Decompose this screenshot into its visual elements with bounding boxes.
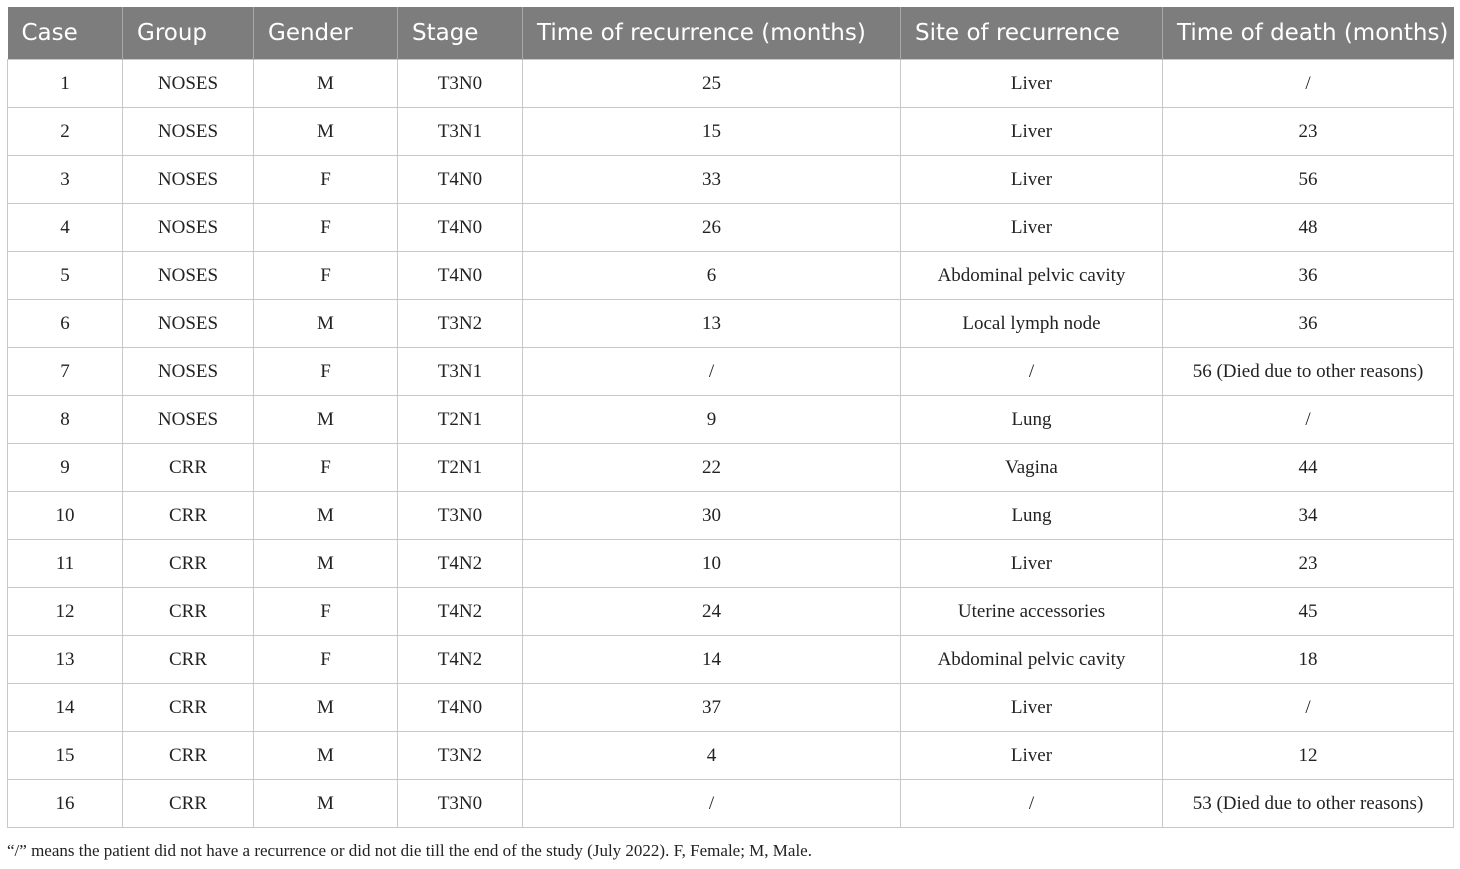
cell-case: 6 <box>8 300 123 348</box>
cell-time-of-recurrence: 25 <box>523 60 901 108</box>
cell-gender: F <box>254 444 398 492</box>
cell-stage: T4N0 <box>398 156 523 204</box>
cell-stage: T4N2 <box>398 540 523 588</box>
cell-gender: M <box>254 300 398 348</box>
cell-site-of-recurrence: Abdominal pelvic cavity <box>901 636 1163 684</box>
cell-site-of-recurrence: Abdominal pelvic cavity <box>901 252 1163 300</box>
cell-group: NOSES <box>123 156 254 204</box>
cell-stage: T3N0 <box>398 492 523 540</box>
table-row <box>8 204 1454 252</box>
cell-group: CRR <box>123 780 254 828</box>
cell-time-of-recurrence: 13 <box>523 300 901 348</box>
cell-group: CRR <box>123 732 254 780</box>
table-row <box>8 348 1454 396</box>
cell-group: NOSES <box>123 348 254 396</box>
cell-case: 4 <box>8 204 123 252</box>
table-row <box>8 108 1454 156</box>
table-row <box>8 492 1454 540</box>
header-stage: Stage <box>398 7 523 60</box>
cell-time-of-recurrence: / <box>523 348 901 396</box>
cell-case: 16 <box>8 780 123 828</box>
cell-stage: T3N0 <box>398 60 523 108</box>
table-row <box>8 780 1454 828</box>
cell-time-of-death: 12 <box>1163 732 1454 780</box>
cell-case: 2 <box>8 108 123 156</box>
cell-case: 8 <box>8 396 123 444</box>
cell-time-of-recurrence: / <box>523 780 901 828</box>
cell-gender: M <box>254 396 398 444</box>
cell-time-of-death: 23 <box>1163 540 1454 588</box>
cell-stage: T3N1 <box>398 348 523 396</box>
cell-time-of-recurrence: 6 <box>523 252 901 300</box>
cell-group: NOSES <box>123 204 254 252</box>
cell-case: 7 <box>8 348 123 396</box>
cell-case: 1 <box>8 60 123 108</box>
cell-case: 11 <box>8 540 123 588</box>
cell-time-of-death: 44 <box>1163 444 1454 492</box>
cell-time-of-death: 56 <box>1163 156 1454 204</box>
table-footnote: “/” means the patient did not have a recurrence or did not die till the end of the study (July 2022). F, Female; M, Male. <box>7 841 812 860</box>
cell-time-of-death: / <box>1163 684 1454 732</box>
table-row <box>8 156 1454 204</box>
header-site-of-recurrence: Site of recurrence <box>901 7 1163 60</box>
cell-gender: F <box>254 252 398 300</box>
cell-site-of-recurrence: Liver <box>901 540 1163 588</box>
cell-time-of-recurrence: 24 <box>523 588 901 636</box>
header-gender: Gender <box>254 7 398 60</box>
table-row <box>8 636 1454 684</box>
table-row <box>8 732 1454 780</box>
cell-gender: M <box>254 780 398 828</box>
cell-site-of-recurrence: Lung <box>901 492 1163 540</box>
cell-case: 12 <box>8 588 123 636</box>
cell-time-of-death: 34 <box>1163 492 1454 540</box>
cell-time-of-death: 45 <box>1163 588 1454 636</box>
table-row <box>8 60 1454 108</box>
cell-site-of-recurrence: Liver <box>901 684 1163 732</box>
cell-time-of-recurrence: 30 <box>523 492 901 540</box>
cell-time-of-recurrence: 4 <box>523 732 901 780</box>
cell-site-of-recurrence: / <box>901 348 1163 396</box>
cell-group: NOSES <box>123 60 254 108</box>
header-row <box>8 7 1454 60</box>
header-group: Group <box>123 7 254 60</box>
cell-time-of-recurrence: 14 <box>523 636 901 684</box>
cell-group: CRR <box>123 684 254 732</box>
cell-group: CRR <box>123 540 254 588</box>
cell-time-of-death: / <box>1163 396 1454 444</box>
cell-stage: T3N1 <box>398 108 523 156</box>
cell-gender: F <box>254 636 398 684</box>
cell-gender: M <box>254 732 398 780</box>
cell-stage: T4N2 <box>398 636 523 684</box>
cell-gender: M <box>254 60 398 108</box>
cell-case: 9 <box>8 444 123 492</box>
cell-stage: T3N2 <box>398 300 523 348</box>
cell-gender: M <box>254 492 398 540</box>
cell-group: NOSES <box>123 252 254 300</box>
cell-gender: M <box>254 540 398 588</box>
cell-group: CRR <box>123 492 254 540</box>
table-row <box>8 396 1454 444</box>
table-row <box>8 444 1454 492</box>
cell-site-of-recurrence: / <box>901 780 1163 828</box>
cell-time-of-death: 48 <box>1163 204 1454 252</box>
cell-time-of-recurrence: 37 <box>523 684 901 732</box>
cell-case: 13 <box>8 636 123 684</box>
cell-stage: T4N0 <box>398 204 523 252</box>
table-row <box>8 540 1454 588</box>
header-case: Case <box>8 7 123 60</box>
cell-group: CRR <box>123 636 254 684</box>
cell-site-of-recurrence: Local lymph node <box>901 300 1163 348</box>
table-row <box>8 684 1454 732</box>
cell-group: CRR <box>123 588 254 636</box>
cell-case: 3 <box>8 156 123 204</box>
cell-time-of-recurrence: 9 <box>523 396 901 444</box>
cell-stage: T4N0 <box>398 684 523 732</box>
cell-time-of-death: 23 <box>1163 108 1454 156</box>
cell-time-of-death: 18 <box>1163 636 1454 684</box>
cell-site-of-recurrence: Liver <box>901 108 1163 156</box>
cell-group: CRR <box>123 444 254 492</box>
cell-time-of-death: / <box>1163 60 1454 108</box>
cell-stage: T4N2 <box>398 588 523 636</box>
recurrence-table <box>7 7 1454 828</box>
cell-group: NOSES <box>123 108 254 156</box>
cell-gender: M <box>254 684 398 732</box>
cell-time-of-death: 56 (Died due to other reasons) <box>1163 348 1454 396</box>
cell-stage: T3N0 <box>398 780 523 828</box>
cell-site-of-recurrence: Liver <box>901 732 1163 780</box>
cell-group: NOSES <box>123 396 254 444</box>
cell-stage: T3N2 <box>398 732 523 780</box>
cell-group: NOSES <box>123 300 254 348</box>
cell-site-of-recurrence: Liver <box>901 204 1163 252</box>
cell-time-of-death: 36 <box>1163 300 1454 348</box>
cell-stage: T2N1 <box>398 396 523 444</box>
cell-gender: F <box>254 588 398 636</box>
recurrence-table-container <box>7 7 1453 828</box>
header-time-of-recurrence: Time of recurrence (months) <box>523 7 901 60</box>
cell-site-of-recurrence: Liver <box>901 60 1163 108</box>
cell-time-of-recurrence: 33 <box>523 156 901 204</box>
cell-site-of-recurrence: Uterine accessories <box>901 588 1163 636</box>
cell-site-of-recurrence: Vagina <box>901 444 1163 492</box>
cell-stage: T4N0 <box>398 252 523 300</box>
cell-case: 14 <box>8 684 123 732</box>
cell-site-of-recurrence: Lung <box>901 396 1163 444</box>
cell-gender: F <box>254 348 398 396</box>
table-row <box>8 252 1454 300</box>
cell-gender: F <box>254 204 398 252</box>
cell-time-of-recurrence: 10 <box>523 540 901 588</box>
header-time-of-death: Time of death (months) <box>1163 7 1454 60</box>
cell-gender: F <box>254 156 398 204</box>
cell-case: 5 <box>8 252 123 300</box>
cell-time-of-recurrence: 22 <box>523 444 901 492</box>
table-row <box>8 588 1454 636</box>
cell-gender: M <box>254 108 398 156</box>
cell-stage: T2N1 <box>398 444 523 492</box>
cell-time-of-recurrence: 15 <box>523 108 901 156</box>
cell-case: 15 <box>8 732 123 780</box>
cell-time-of-death: 36 <box>1163 252 1454 300</box>
cell-time-of-death: 53 (Died due to other reasons) <box>1163 780 1454 828</box>
cell-site-of-recurrence: Liver <box>901 156 1163 204</box>
cell-case: 10 <box>8 492 123 540</box>
cell-time-of-recurrence: 26 <box>523 204 901 252</box>
table-row <box>8 300 1454 348</box>
table-body <box>8 60 1454 828</box>
